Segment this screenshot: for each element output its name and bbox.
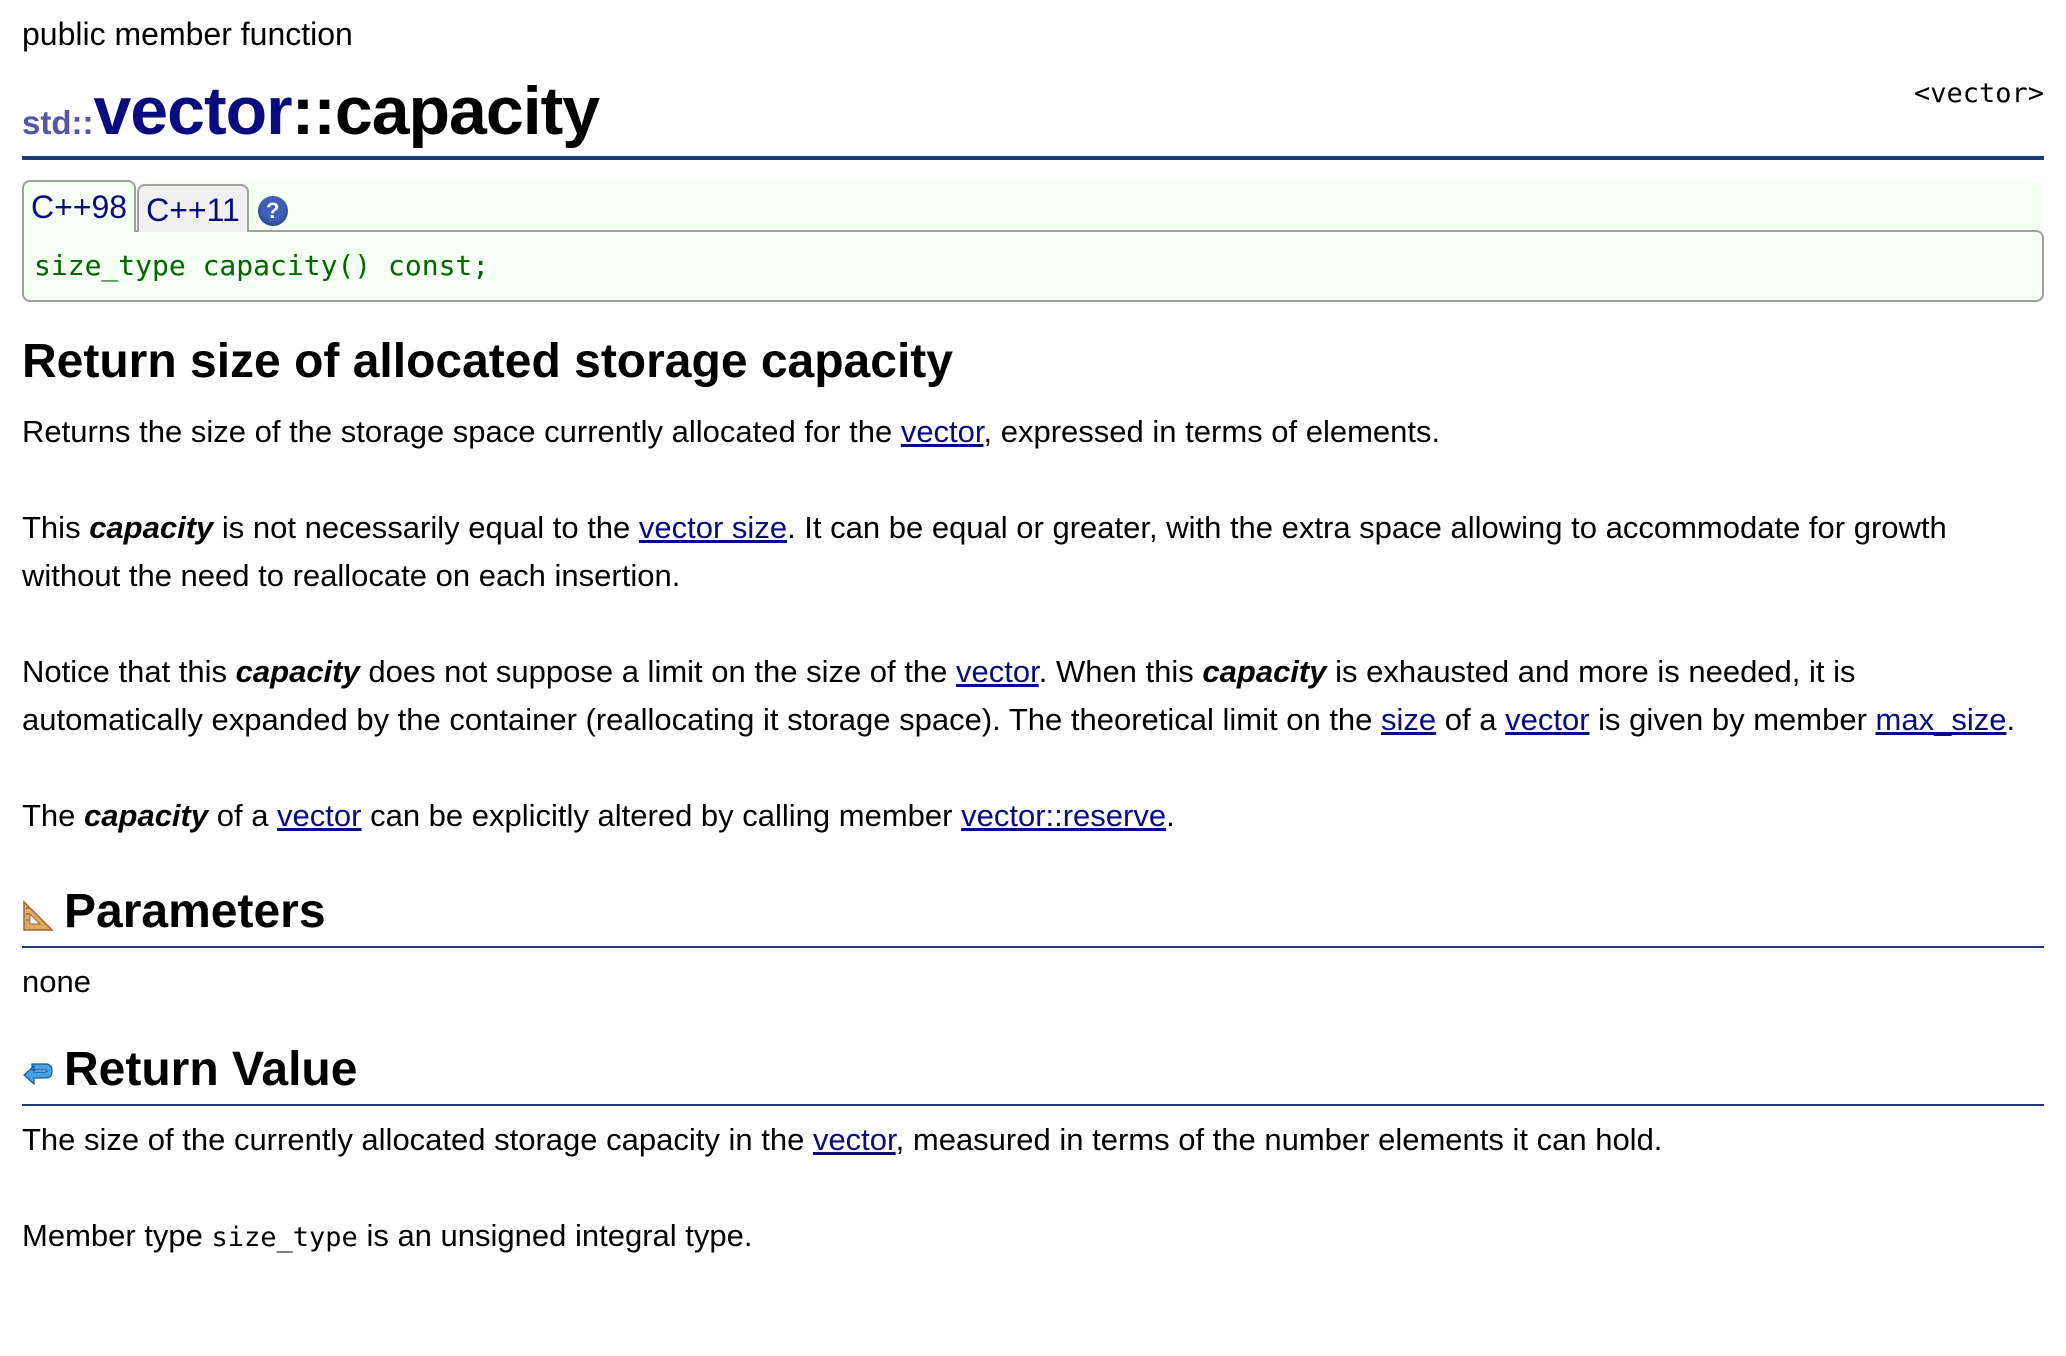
- link-vector[interactable]: vector: [956, 654, 1039, 689]
- prototype-tabbar-bg: [22, 182, 2044, 230]
- prototype-code: size_type capacity() const;: [22, 230, 2044, 302]
- tab-cpp98[interactable]: C++98: [22, 180, 136, 232]
- title-namespace: std::: [22, 104, 94, 141]
- return-value-title: Return Value: [64, 1043, 358, 1096]
- emphasis-capacity: capacity: [84, 798, 209, 833]
- paragraph-description: [22, 408, 2044, 456]
- return-value-heading: [22, 1042, 2044, 1106]
- page-title: [22, 73, 600, 165]
- parameters-heading: [22, 884, 2044, 948]
- text: does not suppose a limit on the size of the: [359, 654, 956, 689]
- section-title: Return size of allocated storage capacity: [22, 335, 953, 388]
- link-vector[interactable]: vector: [900, 414, 984, 449]
- link-vector-size[interactable]: vector size: [638, 510, 788, 545]
- parameters-body: none: [22, 964, 91, 999]
- return-value-type-note: [22, 1212, 2044, 1262]
- emphasis-capacity: capacity: [235, 654, 360, 689]
- text: .: [1166, 798, 1175, 833]
- set-square-icon: [22, 900, 54, 932]
- text: . It can be equal or greater, with the extra space allowing to accommodate for growth without the need to reallocate on each insertion.: [22, 510, 1947, 593]
- text: Returns the size of the storage space currently allocated for the: [22, 414, 901, 449]
- prototype-tabs: [22, 182, 288, 232]
- text: Member type: [22, 1218, 212, 1253]
- text: . When this: [1038, 654, 1203, 689]
- text: is given by member: [1589, 702, 1876, 737]
- text: can be explicitly altered by calling member: [361, 798, 962, 833]
- link-vector-reserve[interactable]: vector::reserve: [961, 798, 1167, 833]
- code-size-type: size_type: [211, 1222, 358, 1253]
- link-size[interactable]: size: [1381, 702, 1437, 737]
- link-vector[interactable]: vector: [1505, 702, 1590, 737]
- help-icon[interactable]: ?: [258, 196, 288, 226]
- paragraph-reserve-note: [22, 792, 2044, 840]
- emphasis-capacity: capacity: [89, 510, 214, 545]
- text: The: [22, 798, 85, 833]
- text: This: [22, 510, 90, 545]
- parameters-title: Parameters: [64, 885, 326, 938]
- text: is exhausted and more is needed, it is automatically expanded by the container (reallocating it storage space). The theoretical limit on the: [22, 654, 1856, 737]
- tab-cpp11[interactable]: C++11: [137, 184, 249, 232]
- title-member: ::capacity: [291, 73, 600, 149]
- return-arrow-icon: [22, 1058, 54, 1090]
- text: is not necessarily equal to the: [213, 510, 639, 545]
- text: of a: [208, 798, 278, 833]
- paragraph-limit-note: [22, 648, 2044, 744]
- link-max-size[interactable]: max_size: [1875, 702, 2007, 737]
- link-vector[interactable]: vector: [812, 1122, 896, 1157]
- link-vector[interactable]: vector: [277, 798, 362, 833]
- paragraph-capacity-note: [22, 504, 2044, 600]
- member-kind-label: public member function: [22, 16, 353, 52]
- text: , expressed in terms of elements.: [983, 414, 1441, 449]
- emphasis-capacity: capacity: [1202, 654, 1327, 689]
- header-file-label: <vector>: [1913, 78, 2044, 109]
- prototype-panel: [22, 182, 2044, 304]
- text: of a: [1436, 702, 1506, 737]
- text: .: [2006, 702, 2016, 737]
- text: is an unsigned integral type.: [357, 1218, 753, 1253]
- return-value-description: [22, 1116, 2044, 1164]
- text: , measured in terms of the number elements it can hold.: [895, 1122, 1663, 1157]
- page-header: [22, 54, 2044, 160]
- text: The size of the currently allocated storage capacity in the: [22, 1122, 813, 1157]
- title-class: vector: [93, 73, 292, 149]
- text: Notice that this: [22, 654, 236, 689]
